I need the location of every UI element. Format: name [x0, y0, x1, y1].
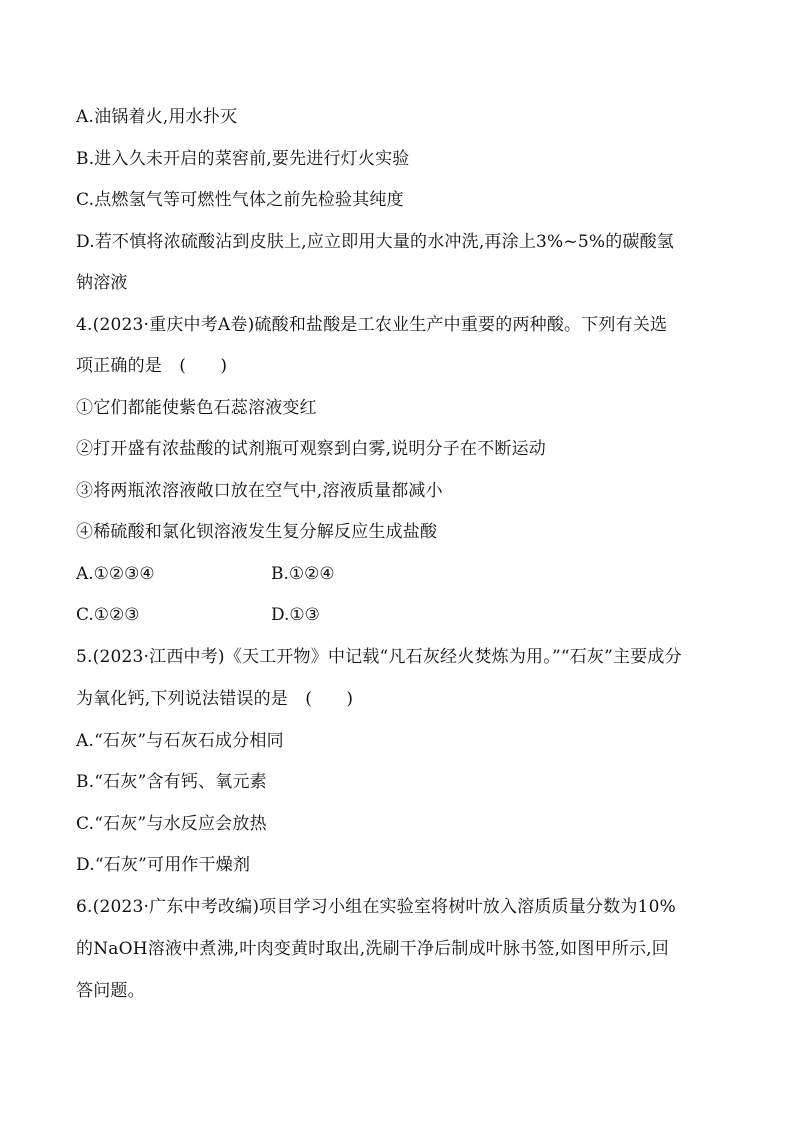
q4-statement-3: ③将两瓶浓溶液敞口放在空气中,溶液质量都减小: [76, 481, 443, 501]
q4-stem: 4.(2023·重庆中考A卷)硫酸和盐酸是工农业生产中重要的两种酸。下列有关选: [76, 315, 668, 335]
q6-stem: 6.(2023·广东中考改编)项目学习小组在实验室将树叶放入溶质质量分数为10%: [76, 897, 676, 917]
q5-option-d: D.“石灰”可用作干燥剂: [76, 855, 251, 875]
q5-option-a: A.“石灰”与石灰石成分相同: [76, 731, 284, 751]
q4-stem-cont: 项正确的是 ( ): [76, 356, 228, 376]
q5-stem: 5.(2023·江西中考)《天工开物》中记载“凡石灰经火焚炼为用。”“石灰”主要成分: [76, 647, 682, 667]
q4-statement-4: ④稀硫酸和氯化钡溶液发生复分解反应生成盐酸: [76, 522, 438, 542]
q3-option-d: D.若不慎将浓硫酸沾到皮肤上,应立即用大量的水冲洗,再涂上3%~5%的碳酸氢: [76, 232, 675, 252]
q5-stem-cont: 为氧化钙,下列说法错误的是 ( ): [76, 689, 354, 709]
q3-option-c: C.点燃氢气等可燃性气体之前先检验其纯度: [76, 190, 404, 210]
q5-option-c: C.“石灰”与水反应会放热: [76, 814, 267, 834]
q4-statement-1: ①它们都能使紫色石蕊溶液变红: [76, 398, 317, 418]
q3-option-a: A.油锅着火,用水扑灭: [76, 107, 238, 127]
q4-option-b: B.①②④: [271, 564, 335, 584]
q6-stem-cont-2: 答问题。: [76, 981, 145, 1001]
q4-option-c: C.①②③: [76, 605, 140, 625]
q3-option-b: B.进入久未开启的菜窖前,要先进行灯火实验: [76, 149, 410, 169]
q4-option-a: A.①②③④: [76, 564, 155, 584]
q4-option-d: D.①③: [271, 605, 320, 625]
q6-stem-cont-1: 的NaOH溶液中煮沸,叶肉变黄时取出,洗刷干净后制成叶脉书签,如图甲所示,回: [76, 939, 669, 959]
q4-statement-2: ②打开盛有浓盐酸的试剂瓶可观察到白雾,说明分子在不断运动: [76, 439, 547, 459]
q3-option-d-cont: 钠溶液: [76, 273, 128, 293]
q5-option-b: B.“石灰”含有钙、氧元素: [76, 772, 267, 792]
